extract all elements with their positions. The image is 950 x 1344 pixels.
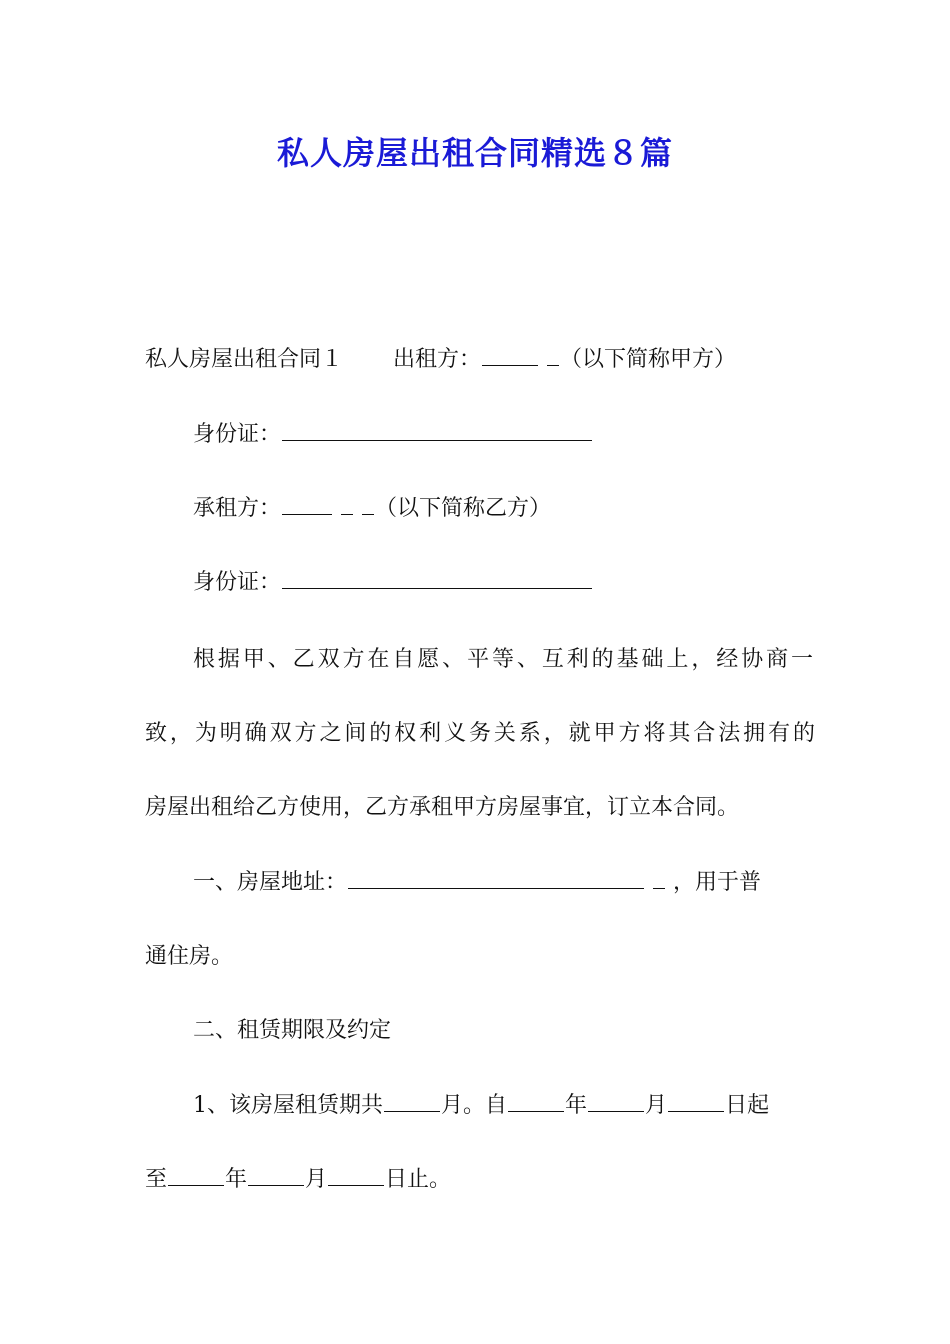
clause1-suffix: ，用于普	[673, 870, 762, 895]
term-line-1	[193, 1091, 813, 1121]
start-day-unit: 日起	[725, 1093, 770, 1118]
term-prefix: 1、该房屋租赁期共	[193, 1093, 383, 1118]
term-from: 。自	[463, 1093, 508, 1118]
term-months-blank	[384, 1091, 440, 1112]
lessor-id-line	[193, 420, 813, 450]
preamble-line-3: 房屋出租给乙方使用，乙方承租甲方房屋事宜，订立本合同。	[145, 795, 740, 820]
clause2-heading: 二、租赁期限及约定	[193, 1018, 392, 1043]
contract-heading-line	[145, 345, 815, 375]
lessee-blank-extra-2	[362, 494, 374, 515]
lessee-id-blank	[282, 568, 592, 589]
lessee-line	[193, 494, 813, 524]
end-month-unit: 月	[305, 1167, 328, 1192]
start-month-unit: 月	[645, 1093, 668, 1118]
start-month-blank	[588, 1091, 644, 1112]
lessor-id-blank	[282, 420, 592, 441]
lessee-blank-extra-1	[341, 494, 353, 515]
start-year-blank	[508, 1091, 564, 1112]
lessee-suffix: （以下简称乙方）	[375, 496, 552, 521]
address-blank	[348, 868, 644, 889]
lessee-blank	[282, 494, 332, 515]
id-label: 身份证：	[193, 422, 282, 447]
end-day-unit: 日止。	[385, 1167, 452, 1192]
term-line-2	[145, 1165, 815, 1195]
document-title: 私人房屋出租合同精选８篇	[276, 134, 673, 172]
start-year-unit: 年	[565, 1093, 588, 1118]
address-blank-extra	[653, 868, 665, 889]
clause1-label: 一、房屋地址：	[193, 870, 348, 895]
lessor-suffix: （以下简称甲方）	[560, 347, 737, 372]
lessor-label: 出租方：	[393, 347, 482, 372]
end-year-unit: 年	[225, 1167, 248, 1192]
clause1-line	[193, 868, 813, 898]
clause1-continuation: 通住房。	[145, 944, 234, 969]
preamble-line-1: 根据甲、乙双方在自愿、平等、互利的基础上，经协商一	[193, 647, 813, 672]
end-year-blank	[168, 1165, 224, 1186]
lessor-blank	[482, 345, 538, 366]
id-label: 身份证：	[193, 570, 282, 595]
preamble-line-2: 致，为明确双方之间的权利义务关系，就甲方将其合法拥有的	[145, 721, 815, 746]
term-to: 至	[145, 1167, 168, 1192]
term-month-unit: 月	[441, 1093, 464, 1118]
lessee-label: 承租方：	[193, 496, 282, 521]
lessee-id-line	[193, 568, 813, 598]
lessor-blank-extra	[547, 345, 559, 366]
contract-heading: 私人房屋出租合同１	[145, 347, 344, 372]
start-day-blank	[668, 1091, 724, 1112]
end-month-blank	[248, 1165, 304, 1186]
end-day-blank	[328, 1165, 384, 1186]
